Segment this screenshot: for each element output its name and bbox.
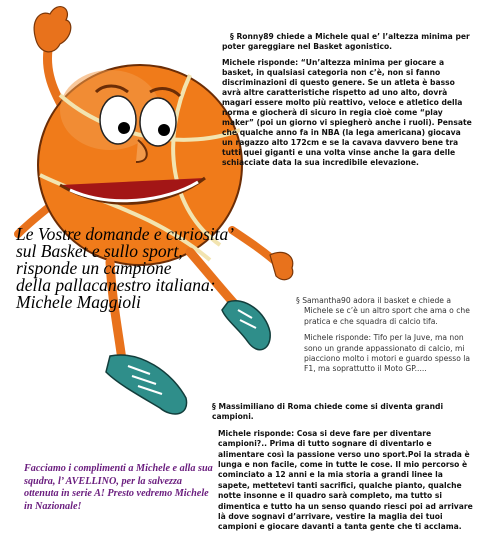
qa-block-massimiliano bbox=[212, 402, 474, 539]
title-line: Le Vostre domande e curiosita’ bbox=[16, 224, 235, 244]
qa-question: § Ronny89 chiede a Michele qual e’ l’altezza minima per poter gareggiare nel Basket agonistico. bbox=[222, 32, 470, 51]
title-line: Michele Maggioli bbox=[16, 292, 141, 312]
qa-question: § Massimiliano di Roma chiede come si diventa grandi campioni. bbox=[212, 402, 444, 422]
mascot-raised-hand bbox=[34, 7, 71, 52]
title-line: sul Basket e sullo sport, bbox=[16, 241, 183, 261]
qa-block-ronny89 bbox=[222, 32, 472, 174]
title-line: risponde un campione bbox=[16, 258, 172, 278]
congratulations-note: Facciamo i complimenti a Michele e alla sua squdra, l’ AVELLINO, per la salvezza ottenuta in serie A! Presto vedremo Michele in Nazionale! bbox=[24, 463, 213, 512]
title-line: della pallacanestro italiana: bbox=[16, 275, 216, 295]
intro-title bbox=[16, 226, 316, 311]
qa-question: § Samantha90 adora il basket e chiede a Michele se c’è un altro sport che ama o che pratica e che squadra di calcio tifa. bbox=[296, 296, 470, 326]
mascot-right-eye bbox=[140, 98, 176, 146]
mascot-left-shoe bbox=[106, 355, 187, 414]
qa-answer: Michele risponde: Tifo per la Juve, ma non sono un grande appassionato di calcio, mi piacciono molto i motori e guardo spesso la F1, ma soprattutto il Moto GP..... bbox=[304, 333, 471, 374]
mascot-left-eye bbox=[100, 96, 136, 144]
qa-answer: Michele risponde: Cosa si deve fare per diventare campioni?.. Prima di tutto sognare di diventarlo e alimentare così la passione verso uno sport.Poi la strada è lunga e non facile, come in tutte le cose. Il mio percorso è cominciato a 12 anni e la mia storia a grandi linee la sapete, mettetevi tanti sacrifici, qualche pianto, qualche notte insonne e il quadro sarà completo, ma tutto si dimentica e tutto ha un senso quando riesci poi ad arrivare là dove sognavi d’arrivare, vestire la maglia dei tuoi campioni e giocare davanti a tanta gente che ti acclama. bbox=[218, 428, 473, 532]
qa-answer: Michele risponde: “Un’altezza minima per giocare a basket, in qualsiasi categoria non c’è, non si fanno discriminazioni di questo genere. Se un atleta è basso avrà altre caratteristiche rispetto ad uno alto, dovrà magari essere molto più reattivo, veloce e atletico della norma e giocherà di sicuro in regia cioè come “play maker” (poi un giorno vi spiegherò anche i ruoli). Pensate che qualche anno fa in NBA (la lega americana) giocava un ragazzo alto 172cm e se la cavava davvero bene tra tutti quei giganti e una volta vinse anche la gara delle schiacciate data la sua incredibile elevazione. bbox=[222, 58, 472, 167]
qa-block-samantha90 bbox=[296, 296, 472, 381]
